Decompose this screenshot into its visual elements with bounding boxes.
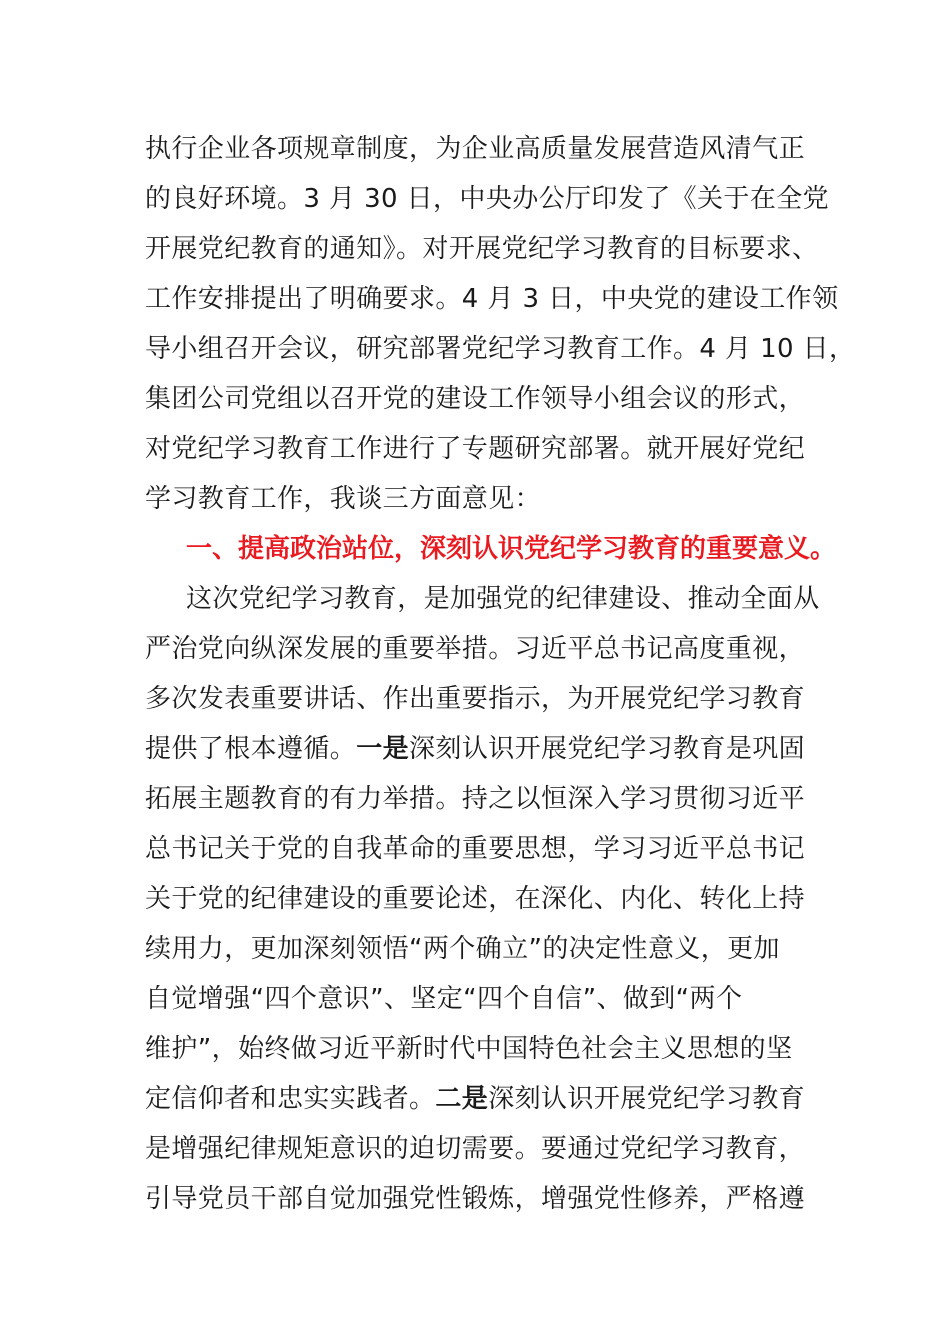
text-line: 严治党向纵深发展的重要举措。习近平总书记高度重视， bbox=[145, 634, 806, 664]
text-line: 总书记关于党的自我革命的重要思想，学习习近平总书记 bbox=[145, 834, 806, 864]
text-line bbox=[145, 1083, 805, 1115]
text-run: 提供了根本遵循。 bbox=[145, 734, 357, 764]
text-line: 工作安排提出了明确要求。4 月 3 日，中央党的建设工作领 bbox=[145, 284, 839, 314]
text-line: 拓展主题教育的有力举措。持之以恒深入学习贯彻习近平 bbox=[145, 784, 806, 814]
section-heading: 一、提高政治站位，深刻认识党纪学习教育的重要意义。 bbox=[186, 534, 837, 564]
text-line: 关于党的纪律建设的重要论述，在深化、内化、转化上持 bbox=[145, 884, 806, 914]
text-line: 多次发表重要讲话、作出重要指示，为开展党纪学习教育 bbox=[145, 684, 806, 714]
text-line: 学习教育工作，我谈三方面意见： bbox=[145, 484, 542, 514]
text-line: 维护”，始终做习近平新时代中国特色社会主义思想的坚 bbox=[145, 1034, 793, 1064]
text-line: 引导党员干部自觉加强党性锻炼，增强党性修养，严格遵 bbox=[145, 1184, 806, 1214]
emphasis-run: 二是 bbox=[435, 1084, 489, 1114]
emphasis-run: 一是 bbox=[356, 734, 410, 764]
text-line: 集团公司党组以召开党的建设工作领导小组会议的形式， bbox=[145, 384, 806, 414]
text-line: 开展党纪教育的通知》。对开展党纪学习教育的目标要求、 bbox=[145, 234, 819, 264]
text-run: 深刻认识开展党纪学习教育是巩固 bbox=[409, 734, 806, 764]
text-line bbox=[145, 733, 805, 765]
text-line: 的良好环境。3 月 30 日，中央办公厅印发了《关于在全党 bbox=[145, 184, 830, 214]
text-run: 定信仰者和忠实实践者。 bbox=[145, 1084, 436, 1114]
text-line: 自觉增强“四个意识”、坚定“四个自信”、做到“两个 bbox=[145, 984, 743, 1014]
text-line: 执行企业各项规章制度，为企业高质量发展营造风清气正 bbox=[145, 134, 806, 164]
text-run: 深刻认识开展党纪学习教育 bbox=[488, 1084, 806, 1114]
text-line: 对党纪学习教育工作进行了专题研究部署。就开展好党纪 bbox=[145, 434, 806, 464]
text-line: 这次党纪学习教育，是加强党的纪律建设、推动全面从 bbox=[186, 584, 820, 614]
text-line: 续用力，更加深刻领悟“两个确立”的决定性意义，更加 bbox=[145, 934, 780, 964]
text-line: 导小组召开会议，研究部署党纪学习教育工作。4 月 10 日， bbox=[145, 334, 856, 364]
text-line: 是增强纪律规矩意识的迫切需要。要通过党纪学习教育， bbox=[145, 1134, 806, 1164]
